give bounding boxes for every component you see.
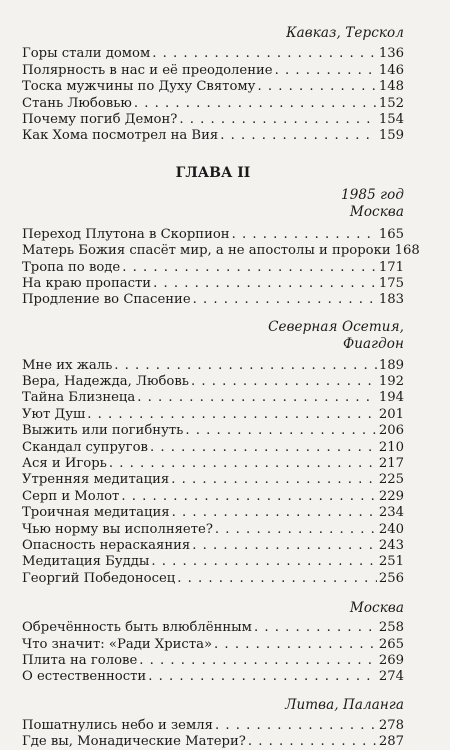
entry-page-number: 234: [378, 505, 404, 521]
dot-leader: [151, 554, 376, 570]
entry-title: Продление во Спасение: [22, 292, 191, 308]
dot-leader: [114, 358, 377, 374]
dot-leader: [152, 46, 377, 62]
entry-page-number: 265: [378, 636, 404, 652]
toc-entry[interactable]: [22, 79, 404, 95]
entry-page-number: 225: [378, 472, 404, 488]
entry-page-number: 171: [378, 259, 404, 275]
entry-page-number: 243: [378, 537, 404, 553]
dot-leader: [139, 653, 377, 669]
entry-title: Матерь Божия спасёт мир, а не апостолы и пророки: [22, 243, 391, 259]
entry-title: Переход Плутона в Скорпион: [22, 226, 230, 242]
dot-leader: [150, 440, 377, 456]
toc-section: [22, 698, 404, 750]
entry-title: О естественности: [22, 669, 147, 685]
dot-leader: [232, 227, 377, 243]
toc-entry[interactable]: [22, 95, 404, 111]
entry-page-number: 189: [378, 357, 404, 373]
entry-title: Опасность нераскаяния: [22, 537, 191, 553]
toc-entry[interactable]: [22, 276, 404, 292]
dot-leader: [179, 112, 377, 128]
toc-entry[interactable]: [22, 46, 404, 62]
entry-title: Тоска мужчины по Духу Святому: [22, 79, 256, 95]
toc-entry[interactable]: [22, 226, 404, 242]
toc-section: [22, 320, 404, 586]
dot-leader: [185, 423, 377, 439]
entry-title: Где вы, Монадические Матери?: [22, 734, 246, 750]
toc-entry[interactable]: [22, 734, 404, 750]
entry-page-number: 168: [394, 243, 420, 259]
toc-entry[interactable]: [22, 456, 404, 472]
dot-leader: [172, 505, 377, 521]
toc-entry[interactable]: [22, 488, 404, 504]
entry-title: Скандал супругов: [22, 439, 148, 455]
location-line: Кавказ, Терскол: [286, 25, 404, 41]
toc-entry[interactable]: [22, 243, 420, 259]
chapter-heading: ГЛАВА II: [175, 165, 251, 182]
location-line: Москва: [349, 599, 404, 616]
entry-title: Тайна Близнеца: [22, 390, 136, 406]
toc-entry[interactable]: [22, 62, 404, 78]
section-location-heading: [22, 698, 404, 715]
entry-title: Уют Душ: [22, 406, 86, 422]
dot-leader: [134, 96, 377, 112]
dot-leader: [121, 489, 376, 505]
dot-leader: [220, 128, 377, 144]
toc-entry[interactable]: [22, 620, 404, 636]
toc-entry[interactable]: [22, 423, 404, 439]
entry-title: На краю пропасти: [22, 275, 152, 291]
entry-page-number: 152: [378, 95, 404, 111]
entry-page-number: 192: [378, 374, 404, 390]
entry-page-number: 165: [378, 226, 404, 242]
toc-entry[interactable]: [22, 636, 404, 652]
dot-leader: [214, 637, 377, 653]
toc-entry[interactable]: [22, 439, 404, 455]
toc-entry[interactable]: [22, 112, 404, 128]
dot-leader: [275, 63, 377, 79]
location-line: Фиагдон: [342, 336, 404, 353]
entry-title: Троичная медитация: [22, 505, 170, 521]
entry-page-number: 278: [378, 717, 404, 733]
entry-page-number: 269: [378, 652, 404, 668]
entry-page-number: 229: [378, 488, 404, 504]
entry-page-number: 154: [378, 111, 404, 127]
location-line: Литва, Паланга: [285, 697, 404, 714]
toc-entry[interactable]: [22, 717, 404, 733]
location-line: Москва: [349, 204, 404, 221]
location-line: Северная Осетия,: [268, 319, 404, 336]
toc-entry[interactable]: [22, 554, 404, 570]
toc-section: [22, 601, 404, 686]
entry-page-number: 175: [378, 275, 404, 291]
entry-title: Стань Любовью: [22, 95, 132, 111]
entry-page-number: 210: [378, 439, 404, 455]
entry-title: Плита на голове: [22, 652, 138, 668]
toc-entry[interactable]: [22, 669, 404, 685]
dot-leader: [254, 620, 377, 636]
toc-entry[interactable]: [22, 653, 404, 669]
entry-page-number: 217: [378, 456, 404, 472]
toc-entry[interactable]: [22, 390, 404, 406]
entry-title: Георгий Победоносец: [22, 570, 176, 586]
entry-title: Чью норму вы исполняете?: [22, 521, 213, 537]
entry-title: Что значит: «Ради Христа»: [22, 636, 213, 652]
dot-leader: [109, 456, 377, 472]
entry-title: Мне их жаль: [22, 357, 113, 373]
toc-entry[interactable]: [22, 259, 404, 275]
entry-page-number: 256: [378, 570, 404, 586]
toc-entry[interactable]: [22, 357, 404, 373]
dot-leader: [87, 407, 377, 423]
entry-page-number: 136: [378, 46, 404, 62]
toc-entry[interactable]: [22, 521, 404, 537]
entry-page-number: 287: [378, 734, 404, 750]
entry-title: Почему погиб Демон?: [22, 111, 178, 127]
entry-page-number: 251: [378, 554, 404, 570]
entry-title: Серп и Молот: [22, 488, 120, 504]
entry-page-number: 183: [378, 292, 404, 308]
entry-title: Пошатнулись небо и земля: [22, 717, 213, 733]
table-of-contents: [22, 25, 420, 750]
entry-title: Вера, Надежда, Любовь: [22, 374, 189, 390]
entry-title: Выжить или погибнуть: [22, 423, 184, 439]
entry-title: Утренняя медитация: [22, 472, 170, 488]
entry-page-number: 201: [378, 406, 404, 422]
entry-page-number: 159: [378, 128, 404, 144]
entry-page-number: 258: [378, 620, 404, 636]
toc-entry[interactable]: [22, 128, 404, 144]
dot-leader: [153, 276, 377, 292]
entry-title: Как Хома посмотрел на Вия: [22, 128, 219, 144]
toc-entry[interactable]: [22, 292, 404, 308]
dot-leader: [257, 79, 376, 95]
toc-section: [22, 187, 420, 308]
section-location-heading: [22, 320, 404, 354]
location-line: 1985 год: [341, 187, 404, 204]
entry-title: Ася и Игорь: [22, 456, 107, 472]
dot-leader: [148, 669, 377, 685]
toc-section: [22, 26, 404, 144]
dot-leader: [191, 374, 377, 390]
entry-page-number: 206: [378, 423, 404, 439]
entry-page-number: 146: [378, 62, 404, 78]
toc-entry[interactable]: [22, 472, 404, 488]
entry-title: Горы стали домом: [22, 46, 151, 62]
section-location-heading: [22, 26, 404, 43]
toc-entry[interactable]: [22, 538, 404, 554]
entry-page-number: 274: [378, 669, 404, 685]
entry-page-number: 194: [378, 390, 404, 406]
toc-entry[interactable]: [22, 406, 404, 422]
entry-title: Тропа по воде: [22, 259, 121, 275]
dot-leader: [171, 472, 377, 488]
entry-title: Медитация Будды: [22, 554, 150, 570]
dot-leader: [192, 538, 377, 554]
entry-page-number: 148: [378, 79, 404, 95]
entry-title: Полярность в нас и её преодоление: [22, 62, 273, 78]
dot-leader: [248, 734, 377, 750]
section-location-heading: [22, 601, 404, 618]
dot-leader: [177, 571, 377, 587]
toc-entry[interactable]: [22, 570, 404, 586]
entry-page-number: 240: [378, 521, 404, 537]
dot-leader: [215, 522, 377, 538]
toc-entry[interactable]: [22, 374, 404, 390]
section-location-heading: [22, 188, 404, 222]
dot-leader: [193, 292, 377, 308]
entry-title: Обречённость быть влюблённым: [22, 620, 252, 636]
dot-leader: [122, 260, 377, 276]
dot-leader: [215, 718, 377, 734]
dot-leader: [137, 390, 377, 406]
toc-entry[interactable]: [22, 505, 404, 521]
